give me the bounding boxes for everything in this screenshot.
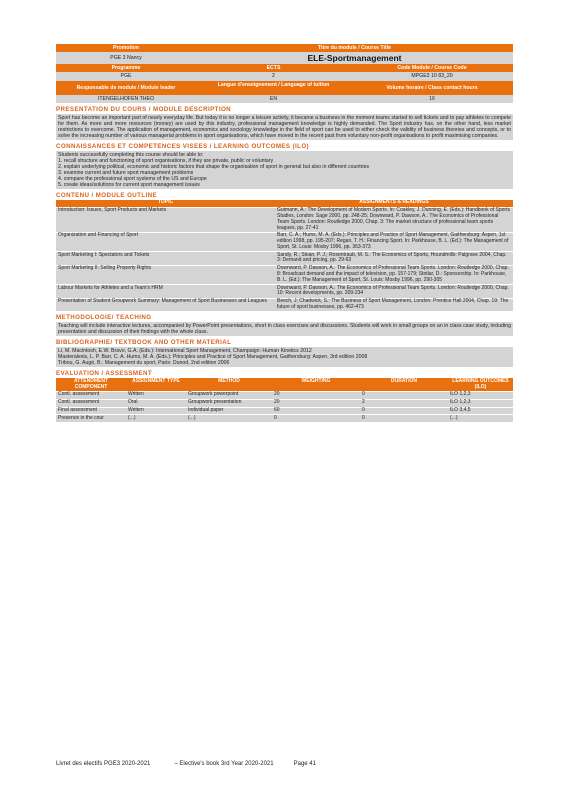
- method-cell: Individual paper: [186, 407, 272, 415]
- footer-middle: – Elective's book 3rd Year 2020-2021: [174, 761, 274, 767]
- ects-label: ECTS: [196, 64, 351, 72]
- programme-value: PGE: [56, 72, 196, 80]
- ilo-cell: ILO 1,2,3: [448, 399, 513, 407]
- outline-header-row: [56, 200, 513, 207]
- method-cell: Groupwork powerpoint: [186, 391, 272, 399]
- type-cell: (...): [126, 415, 186, 422]
- method-cell: (...): [186, 415, 272, 422]
- bibliography-item: Tribou, G. Augé, B.: Management du sport, Paris: Dunod, 2nd edition 2006: [58, 360, 230, 367]
- header-row-2: [56, 52, 513, 64]
- component-cell: Presence in the cour: [56, 415, 126, 422]
- ilo-cell: ILO 1,2,3: [448, 391, 513, 399]
- contact-hours-label: Volume horaire / Class contact hours: [351, 81, 513, 95]
- component-cell: Final assessment: [56, 407, 126, 415]
- bibliography-heading: BIBLIOGRAPHIE/ TEXTBOOK AND OTHER MATERIAL: [56, 339, 232, 347]
- methodology-text: Teaching will include interactive lectures, accompanied by PowerPoint presentations, short in class exercises and discussions. Students will work in small groups on an in class case study, including presentation and discussion of their findings with the whole class.: [58, 323, 511, 336]
- reading-cell: Barr, C. A.; Hums, M. A. (Eds.): Principles and Practice of Sport Management, Gaithersburg: Aspen, 1st edition 1998, pp. 195-207; Regan, T. H.: Financing Sport. In: Parkhouse, B. L. (Ed.): The Management of Sport, St. Louis: Mosby 1996, pp. 363-373: [275, 232, 513, 251]
- weighting-cell: 0: [272, 415, 360, 422]
- component-cell: Contl. assessment: [56, 391, 126, 399]
- bibliography-item: Li, M. Macintosh, E.W. Bravo, G.A. (Eds.): International Sport Management, Champaign: Human Kinetics 2012: [58, 348, 312, 355]
- topic-cell: Sport Marketing I: Spectators and Tickets: [56, 252, 275, 266]
- table-row: [56, 265, 513, 284]
- table-row: [56, 391, 513, 399]
- language-value: EN: [196, 95, 351, 103]
- reading-cell: Downward, P. Dawson, A.: The Economics of Professional Team Sports. London: Routledge 2000, Chap. 8: Broadcast demand and the impact of television, pp. 157-179; Stotlar, D.: Sponsorship. In: Parkhouse, B. L. (Ed.): The Management of Sport, St. Louis: Mosby 1996, pp. 290-305: [275, 265, 513, 284]
- course-title-value: ELE-Sportmanagement: [196, 52, 513, 64]
- outline-table: [56, 200, 513, 312]
- header-row-3: [56, 64, 513, 72]
- readings-column-header: ASSIGNMENTS & READINGS: [275, 200, 513, 207]
- ects-value: 2: [196, 72, 351, 80]
- methodology-heading: METHODOLOGIE/ TEACHING: [56, 314, 152, 322]
- reading-cell: Gutmann, A.: The Development of Modern Sports. In: Coakley, J. Dunning, E. (Eds.): Handbook of Sports Studies, London: Sage 2000, pp. 248-25; Downward, P. Dawson, A.: The Economics of Professional Team Sports. London: Routledge 2000, Chap. 3: The market structure of professional team sports leagues, pp. 27-41: [275, 207, 513, 232]
- assessment-table: [56, 378, 513, 422]
- ilo-item: 1. recall structure and functioning of sport organisations, if they are private, public or voluntary: [58, 157, 274, 164]
- header-row-1: [56, 44, 513, 52]
- header-row-6: [56, 95, 513, 103]
- table-row: [56, 399, 513, 407]
- page-number: Page 41: [293, 761, 316, 767]
- bibliography-box: [56, 347, 513, 367]
- duration-column-header: DURATION: [360, 378, 448, 391]
- type-cell: Written: [126, 391, 186, 399]
- course-sheet: [56, 44, 513, 422]
- method-column-header: METHOD: [186, 378, 272, 391]
- topic-cell: Introduction: Issues, Sport Products and Markets: [56, 207, 275, 232]
- assessment-heading: EVALUATION / ASSESSMENT: [56, 370, 153, 378]
- ilo-intro: Students successfully completing this course should be able to:: [58, 151, 204, 158]
- contact-hours-value: 16: [351, 95, 513, 103]
- topic-column-header: TOPIC: [56, 200, 275, 207]
- table-row: [56, 207, 513, 232]
- promotion-value: PGE 3 Nancy: [56, 52, 196, 64]
- table-row: [56, 415, 513, 422]
- module-leader-label: Responsable de module / Module leader: [56, 81, 196, 95]
- table-row: [56, 252, 513, 266]
- weighting-cell: 20: [272, 391, 360, 399]
- table-row: [56, 285, 513, 299]
- learning-outcomes-heading: CONNAISSANCES ET COMPETENCES VISEES / LEARNING OUTCOMES (ILO): [56, 142, 310, 150]
- promotion-label: Promotion: [56, 44, 196, 52]
- header-row-5: [56, 81, 513, 95]
- course-code-value: MPGE3 10 83_20: [351, 72, 513, 80]
- footer-left: Livret des electifs PGE3 2020-2021: [56, 761, 151, 767]
- ilo-item: 4. compare the professional sport systems of the US and Europe: [58, 175, 207, 182]
- reading-cell: Beech, J; Chadwick, S.: The Business of Sport Management, London: Prentice Hall 2004, Chap. 19: The future of sport businesses, pp. 462-473: [275, 298, 513, 311]
- learning-outcomes-box: [56, 151, 513, 189]
- module-leader-value: ITENGELHOFEN THEO: [56, 95, 196, 103]
- component-cell: Contl. assessment: [56, 399, 126, 407]
- ilo-item: 5. create ideas/solutions for current sport management issues: [58, 181, 200, 188]
- weighting-cell: 60: [272, 407, 360, 415]
- programme-label: Programme: [56, 64, 196, 72]
- weighting-column-header: WEIGHTING: [272, 378, 360, 391]
- type-cell: Oral: [126, 399, 186, 407]
- component-column-header: ATTENDMENT COMPONENT: [56, 378, 126, 391]
- duration-cell: 0: [360, 407, 448, 415]
- weighting-cell: 20: [272, 399, 360, 407]
- ilo-cell: ILO 3,4,5: [448, 407, 513, 415]
- reading-cell: Sandy, R.; Sloan, P. J.; Rosentraub, M. S.: The Economics of Sports, Houndmills: Palgrave 2004, Chap. 3: Demand and pricing, pp. 29-63: [275, 252, 513, 266]
- bibliography-item: Masteralexis, L. P. Barr, C. A. Hums, M. A. (Eds.): Principles and Practice of Sport Management, Gaithersburg: Aspen, 3rd edition 2008: [58, 354, 368, 361]
- topic-cell: Presentation of Student Groupwork Summary: Management of Sport Businesses and Leagues: [56, 298, 275, 311]
- duration-cell: 0: [360, 415, 448, 422]
- topic-cell: Sport Marketing II: Selling Property Rights: [56, 265, 275, 284]
- duration-cell: 2: [360, 399, 448, 407]
- header-row-4: [56, 72, 513, 80]
- table-row: [56, 232, 513, 251]
- ilo-item: 2. explain underlying political, economic and historic factors that shape the organisation of sport in general but also in different countries: [58, 163, 370, 170]
- presentation-heading: PRESENTATION DU COURS / MODULE DESCRIPTION: [56, 105, 232, 113]
- type-cell: Written: [126, 407, 186, 415]
- page-footer: [56, 761, 516, 767]
- ilo-column-header: LEARNING OUTCOMES (ILO): [448, 378, 513, 391]
- assessment-header-row: [56, 378, 513, 391]
- table-row: [56, 298, 513, 311]
- presentation-text: Sport has become an important part of nearly everyday life. But today it is no longer a leisure activity, it became a business in the moment teams started to sell tickets and to pay athletes to compete for them. As more and more resources (money) are used by this industry, professional management knowledge is highly demanded. The Sport industry has, on the other hand, less market restrictions to overcome. The application of management, economics and sociology knowledge in the field of sport can be used to either check the validity of business theories and concepts, or to solve the increasing number of various managerial problems in sport organisations, which have moved in the recent past from voluntary non-profit organisations to profit maximising companies.: [58, 114, 511, 139]
- course-code-label: Code Module / Course Code: [351, 64, 513, 72]
- course-title-label: Titre du module / Course Title: [196, 44, 513, 52]
- outline-heading: CONTENU / MODULE OUTLINE: [56, 191, 158, 199]
- ilo-item: 3. examine current and future sport management problems: [58, 169, 194, 176]
- duration-cell: 0: [360, 391, 448, 399]
- topic-cell: Labour Markets for Athletes and a Team's HRM: [56, 285, 275, 299]
- topic-cell: Organization and Financing of Sport: [56, 232, 275, 251]
- language-label: Langue d'enseignement / Language of tuition: [196, 81, 351, 95]
- type-column-header: ASSIGNMENT TYPE: [126, 378, 186, 391]
- ilo-cell: (...): [448, 415, 513, 422]
- reading-cell: Downward, P. Dawson, A.: The Economics of Professional Team Sports. London: Routledge 2000, Chap. 10: Recent developments, pp. 209-234: [275, 285, 513, 299]
- method-cell: Groupwork presentation: [186, 399, 272, 407]
- table-row: [56, 407, 513, 415]
